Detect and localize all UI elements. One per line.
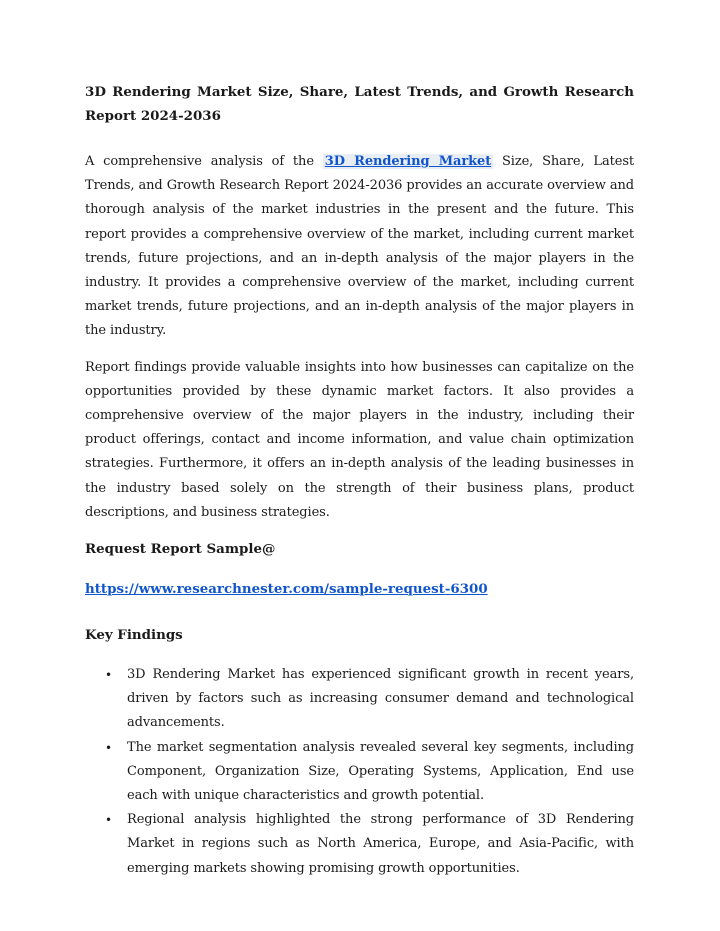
market-link[interactable]: 3D Rendering Market bbox=[324, 154, 492, 169]
document-page bbox=[85, 80, 634, 881]
bullet-icon: • bbox=[105, 740, 112, 755]
list-item bbox=[85, 663, 634, 736]
list-item bbox=[85, 736, 634, 809]
intro-suffix: Size, Share, Latest Trends, and Growth Research Report 2024-2036 provides an accurate overview and thorough analysis of the market industries in the present and the future. This report provides a comprehensive overview of the market, including current market trends, future projections, and an in-depth analysis of the major players in the industry. It provides a comprehensive overview of the market, including current market trends, future projections, and an in-depth analysis of the major players in the industry. bbox=[85, 154, 635, 339]
findings-paragraph: Report findings provide valuable insights into how businesses can capitalize on the opportunities provided by these dynamic market factors. It also provides a comprehensive overview of the major players in the industry, including their product offerings, contact and income information, and value chain optimization strategies. Furthermore, it offers an in-depth analysis of the leading businesses in the industry based solely on the strength of their business plans, product descriptions, and business strategies. bbox=[85, 359, 634, 520]
document-title: 3D Rendering Market Size, Share, Latest Trends, and Growth Research Report 2024-2036 bbox=[85, 84, 634, 124]
intro-prefix: A comprehensive analysis of the bbox=[85, 154, 323, 169]
request-sample-heading: Request Report Sample@ bbox=[85, 541, 276, 558]
bullet-icon: • bbox=[105, 813, 112, 828]
bullet-icon: • bbox=[105, 668, 112, 683]
key-findings-list bbox=[85, 663, 634, 881]
finding-text: 3D Rendering Market has experienced significant growth in recent years, driven by factors such as increasing consumer demand and technological advancements. bbox=[127, 667, 634, 731]
finding-text: The market segmentation analysis revealed several key segments, including Component, Organization Size, Operating Systems, Application, End use each with unique characteristics and growth potential. bbox=[127, 739, 634, 804]
key-findings-heading: Key Findings bbox=[85, 627, 183, 644]
sample-request-link[interactable]: https://www.researchnester.com/sample-request-6300 bbox=[85, 581, 488, 598]
intro-paragraph bbox=[85, 150, 634, 344]
finding-text: Regional analysis highlighted the strong performance of 3D Rendering Market in regions such as North America, Europe, and Asia-Pacific, with emerging markets showing promising growth opportunities. bbox=[127, 812, 634, 876]
list-item bbox=[85, 808, 634, 881]
